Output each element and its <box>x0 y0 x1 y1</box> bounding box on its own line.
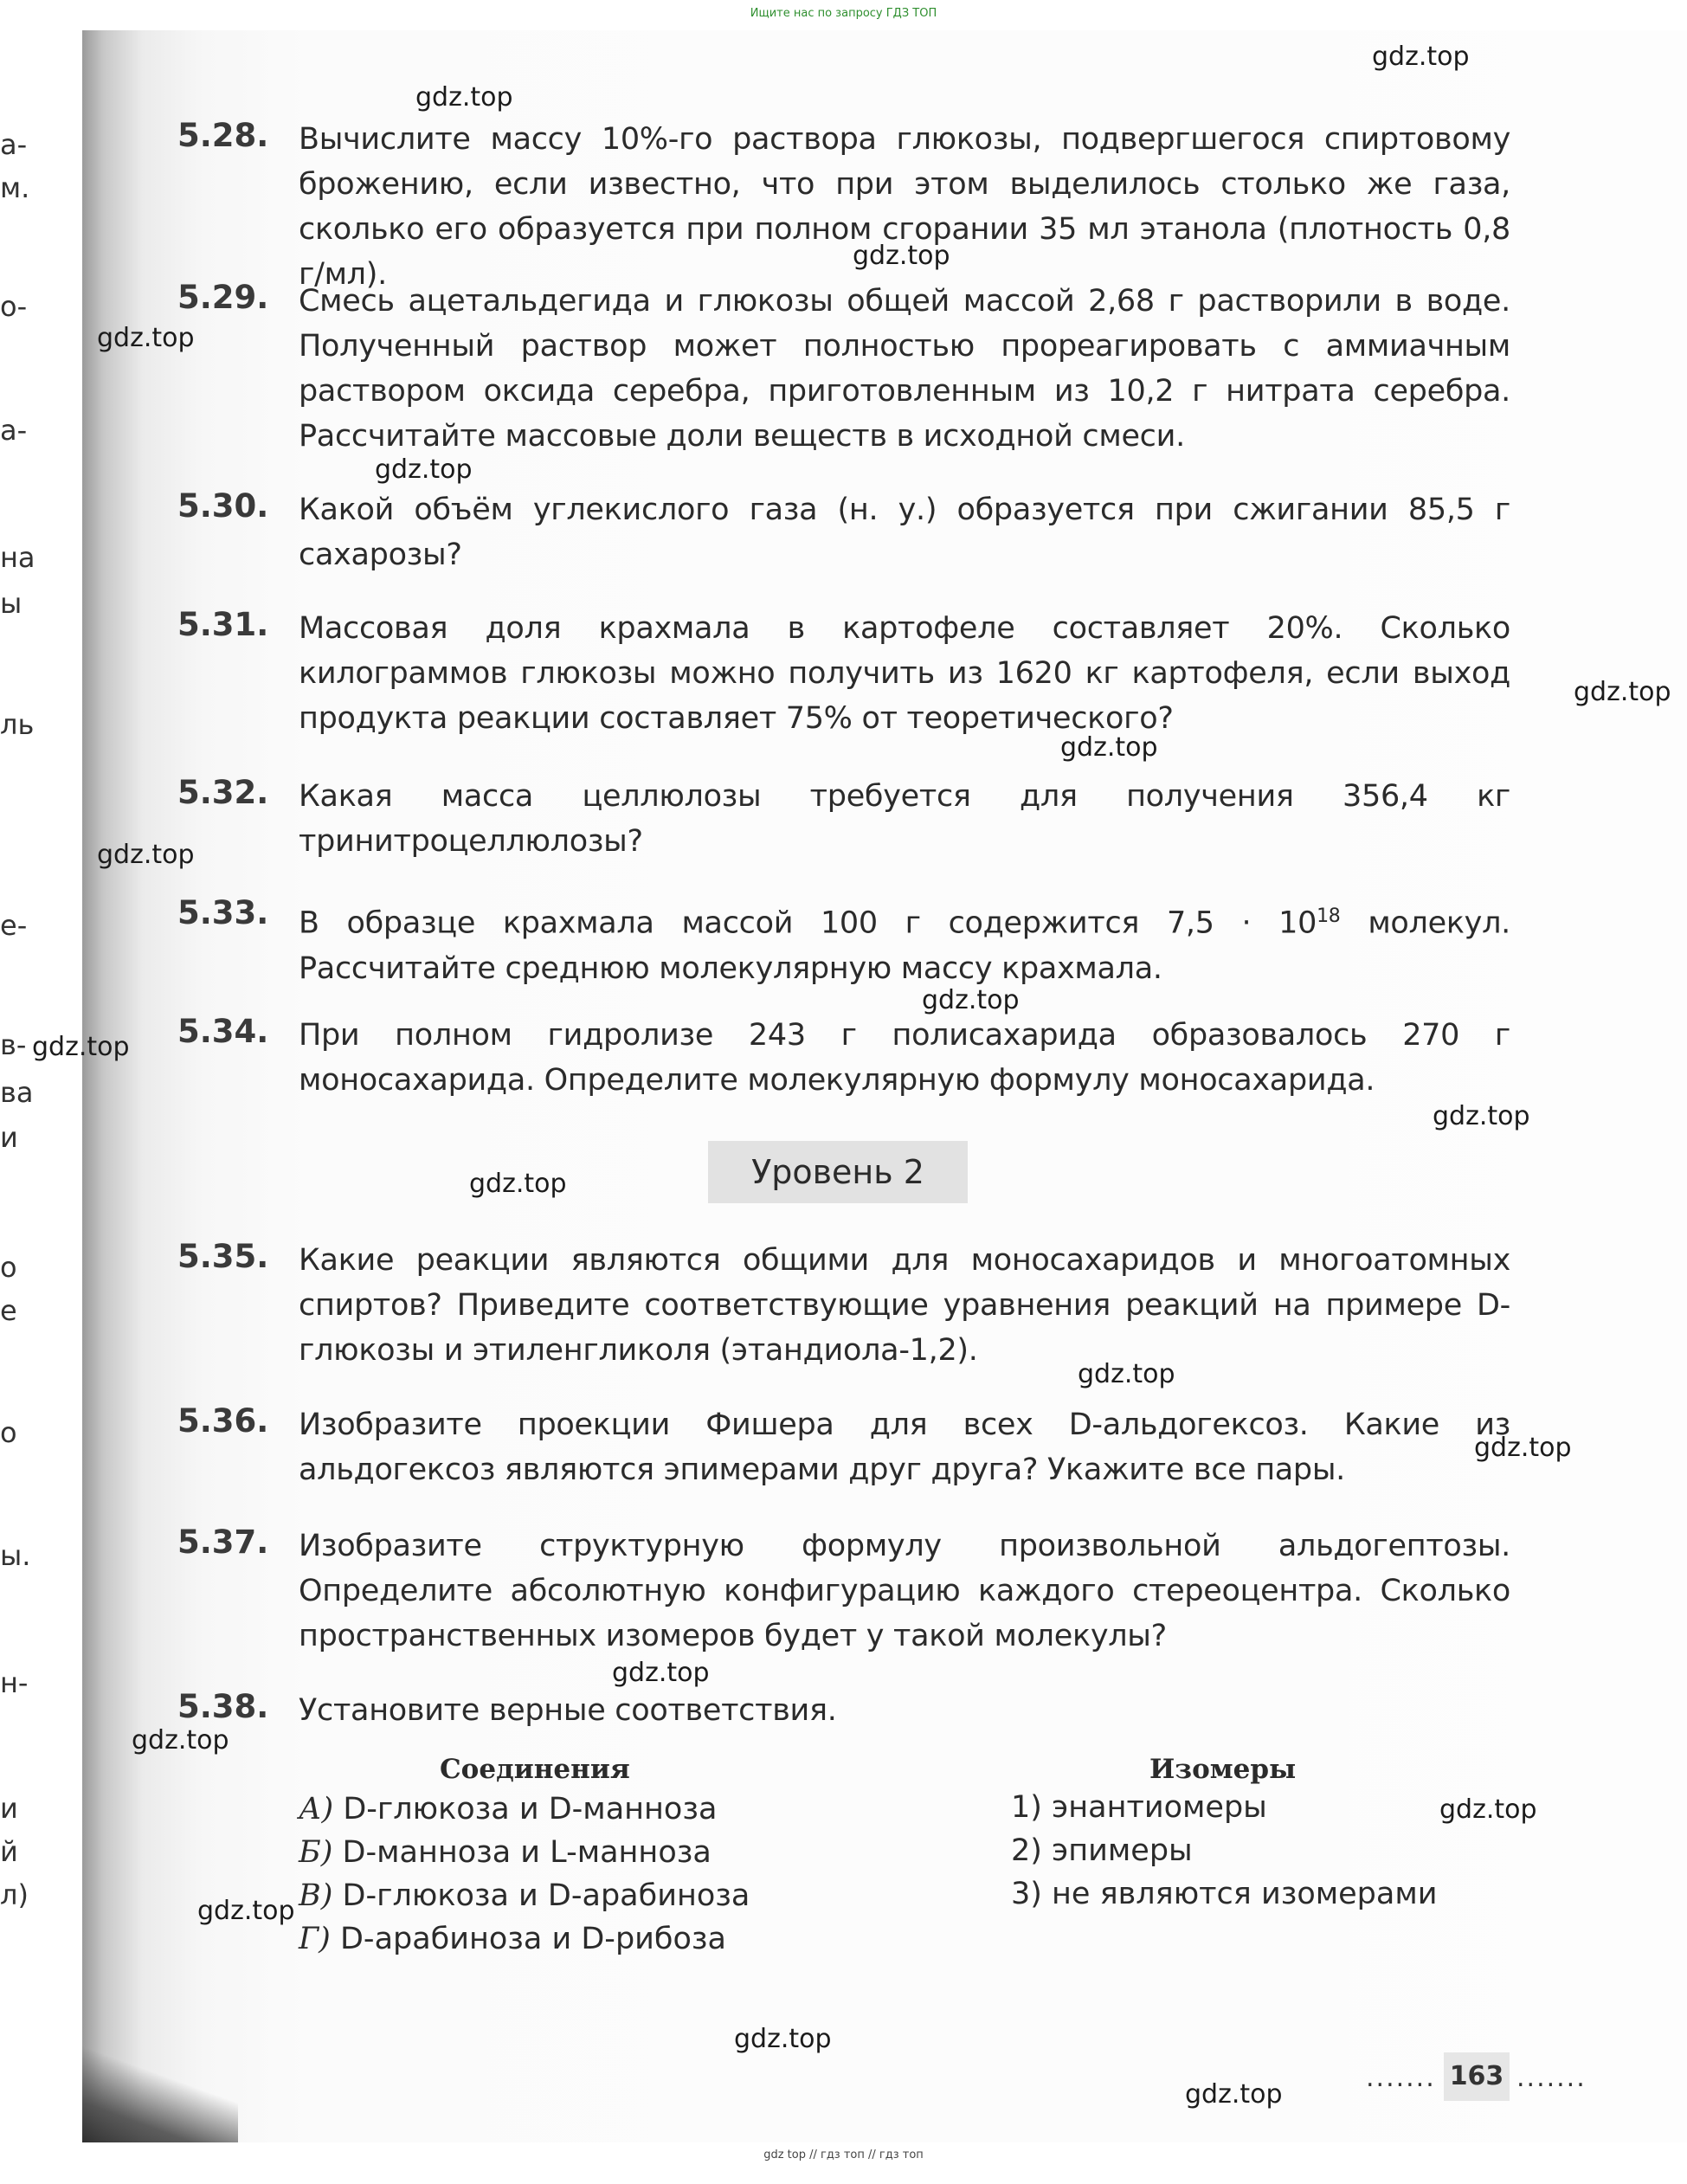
watermark: gdz.top <box>197 1896 295 1926</box>
edge-fragment: л) <box>0 1878 29 1911</box>
watermark: gdz.top <box>612 1658 710 1688</box>
edge-fragment: ва <box>0 1076 34 1109</box>
item-text: D-арабиноза и D-рибоза <box>339 1922 726 1956</box>
problem-text: Какие реакции являются общими для моносахаридов и многоатомных спиртов? Приведите соответствующие уравнения реакций на примере D-глюкозы и этиленгликоля (этандиола-1,2). <box>299 1243 1510 1368</box>
watermark: gdz.top <box>1185 2079 1283 2110</box>
page-dots-right: ....... <box>1516 2063 1587 2093</box>
edge-fragment: ы. <box>0 1539 31 1572</box>
page-dots-left: ....... <box>1366 2063 1436 2093</box>
watermark: gdz.top <box>375 454 473 485</box>
problem-number: 5.29. <box>177 279 269 316</box>
edge-fragment: ы <box>0 587 23 620</box>
match-left-item <box>299 1878 750 1913</box>
problem-text: Вычислите массу 10%-го раствора глюкозы, подвергшегося спиртовому брожению, если известно, что при этом выделилось столько же газа, сколько его образуется при полном сгорании 35 мл этанола (плотность 0,8 г/мл). <box>299 122 1510 292</box>
watermark: gdz.top <box>1439 1794 1537 1825</box>
edge-fragment: и <box>0 1792 18 1825</box>
edge-fragment: о <box>0 1416 17 1449</box>
problem-number: 5.34. <box>177 1013 269 1050</box>
item-letter: А) <box>299 1792 334 1826</box>
item-letter: Б) <box>299 1835 333 1870</box>
match-left-item <box>299 1792 717 1826</box>
problem-number: 5.28. <box>177 117 269 154</box>
watermark: gdz.top <box>1433 1101 1530 1131</box>
problem-text: Какой объём углекислого газа (н. у.) образуется при сжигании 85,5 г сахарозы? <box>299 493 1510 572</box>
watermark: gdz.top <box>415 82 513 113</box>
match-right-item: 1) энантиомеры <box>1011 1790 1267 1825</box>
problem-number: 5.38. <box>177 1688 269 1725</box>
watermark: gdz.top <box>32 1032 130 1062</box>
text-part: молекул. Рассчитайте среднюю молекулярную массу крахмала. <box>299 905 1510 986</box>
problem-text: Массовая доля крахмала в картофеле составляет 20%. Сколько килограммов глюкозы можно получить из 1620 кг картофеля, если выход продукта реакции составляет 75% от теоретического? <box>299 611 1510 736</box>
exponent: 18 <box>1317 905 1341 927</box>
watermark: gdz.top <box>1372 42 1470 72</box>
watermark: gdz.top <box>1474 1433 1572 1463</box>
problem-text: Изобразите структурную формулу произвольной альдогептозы. Определите абсолютную конфигурацию каждого стереоцентра. Сколько пространственных изомеров будет у такой молекулы? <box>299 1529 1510 1653</box>
problem-number: 5.37. <box>177 1524 269 1561</box>
problem-text: При полном гидролизе 243 г полисахарида образовалось 270 г моносахарида. Определите молекулярную формулу моносахарида. <box>299 1018 1510 1098</box>
item-letter: Г) <box>299 1922 331 1956</box>
problem-number: 5.36. <box>177 1402 269 1440</box>
edge-fragment: ль <box>0 708 35 741</box>
match-left-item <box>299 1922 726 1956</box>
top-note: Ищите нас по запросу ГДЗ ТОП <box>750 7 937 20</box>
problem-text: Какая масса целлюлозы требуется для получения 356,4 кг тринитроцеллюлозы? <box>299 779 1510 859</box>
watermark: gdz.top <box>734 2024 832 2054</box>
watermark: gdz.top <box>97 840 195 870</box>
problem-number: 5.35. <box>177 1238 269 1275</box>
edge-fragment: е- <box>0 909 28 942</box>
watermark: gdz.top <box>1060 732 1158 763</box>
watermark: gdz.top <box>469 1169 567 1199</box>
edge-fragment: н- <box>0 1666 29 1699</box>
match-right-item: 2) эпимеры <box>1011 1833 1193 1868</box>
item-text: D-глюкоза и D-арабиноза <box>342 1878 750 1913</box>
problem-number: 5.33. <box>177 894 269 931</box>
item-text: D-глюкоза и D-манноза <box>343 1792 718 1826</box>
problem-text: Изобразите проекции Фишера для всех D-альдогексоз. Какие из альдогексоз являются эпимерами друг друга? Укажите все пары. <box>299 1408 1510 1487</box>
watermark: gdz.top <box>853 241 950 271</box>
compounds-header: Соединения <box>440 1754 630 1785</box>
edge-fragment: е <box>0 1294 17 1327</box>
edge-fragment: й <box>0 1835 18 1868</box>
edge-fragment: в- <box>0 1028 27 1061</box>
problem-number: 5.32. <box>177 774 269 811</box>
bottom-note: gdz top // гдз топ // гдз топ <box>763 2149 924 2161</box>
match-right-item: 3) не являются изомерами <box>1011 1877 1438 1911</box>
isomers-header: Изомеры <box>1149 1754 1297 1785</box>
match-left-item <box>299 1835 712 1870</box>
watermark: gdz.top <box>97 323 195 353</box>
text-part: В образце крахмала массой 100 г содержится 7,5 · 10 <box>299 905 1317 941</box>
item-text: D-манноза и L-манноза <box>342 1835 712 1870</box>
problem-number: 5.31. <box>177 606 269 643</box>
item-letter: В) <box>299 1878 333 1913</box>
problem-text <box>299 894 1510 991</box>
level-heading: Уровень 2 <box>708 1141 968 1203</box>
edge-fragment: на <box>0 541 35 574</box>
watermark: gdz.top <box>132 1725 229 1756</box>
problem-text: Установите верные соответствия. <box>299 1693 837 1728</box>
edge-fragment: м. <box>0 171 30 204</box>
edge-fragment: и <box>0 1121 18 1154</box>
edge-fragment: а- <box>0 128 28 161</box>
watermark: gdz.top <box>1574 677 1671 707</box>
problem-text: Смесь ацетальдегида и глюкозы общей массой 2,68 г растворили в воде. Полученный раствор может полностью прореагировать с аммиачным раствором оксида серебра, приготовленным из 10,2 г нитрата серебра. Рассчитайте массовые доли веществ в исходной смеси. <box>299 284 1510 454</box>
problem-number: 5.30. <box>177 487 269 525</box>
watermark: gdz.top <box>922 985 1020 1015</box>
edge-fragment: а- <box>0 414 28 447</box>
edge-fragment: о- <box>0 290 28 323</box>
edge-fragment: о <box>0 1251 17 1284</box>
page-number: 163 <box>1444 2052 1510 2101</box>
watermark: gdz.top <box>1078 1359 1175 1389</box>
